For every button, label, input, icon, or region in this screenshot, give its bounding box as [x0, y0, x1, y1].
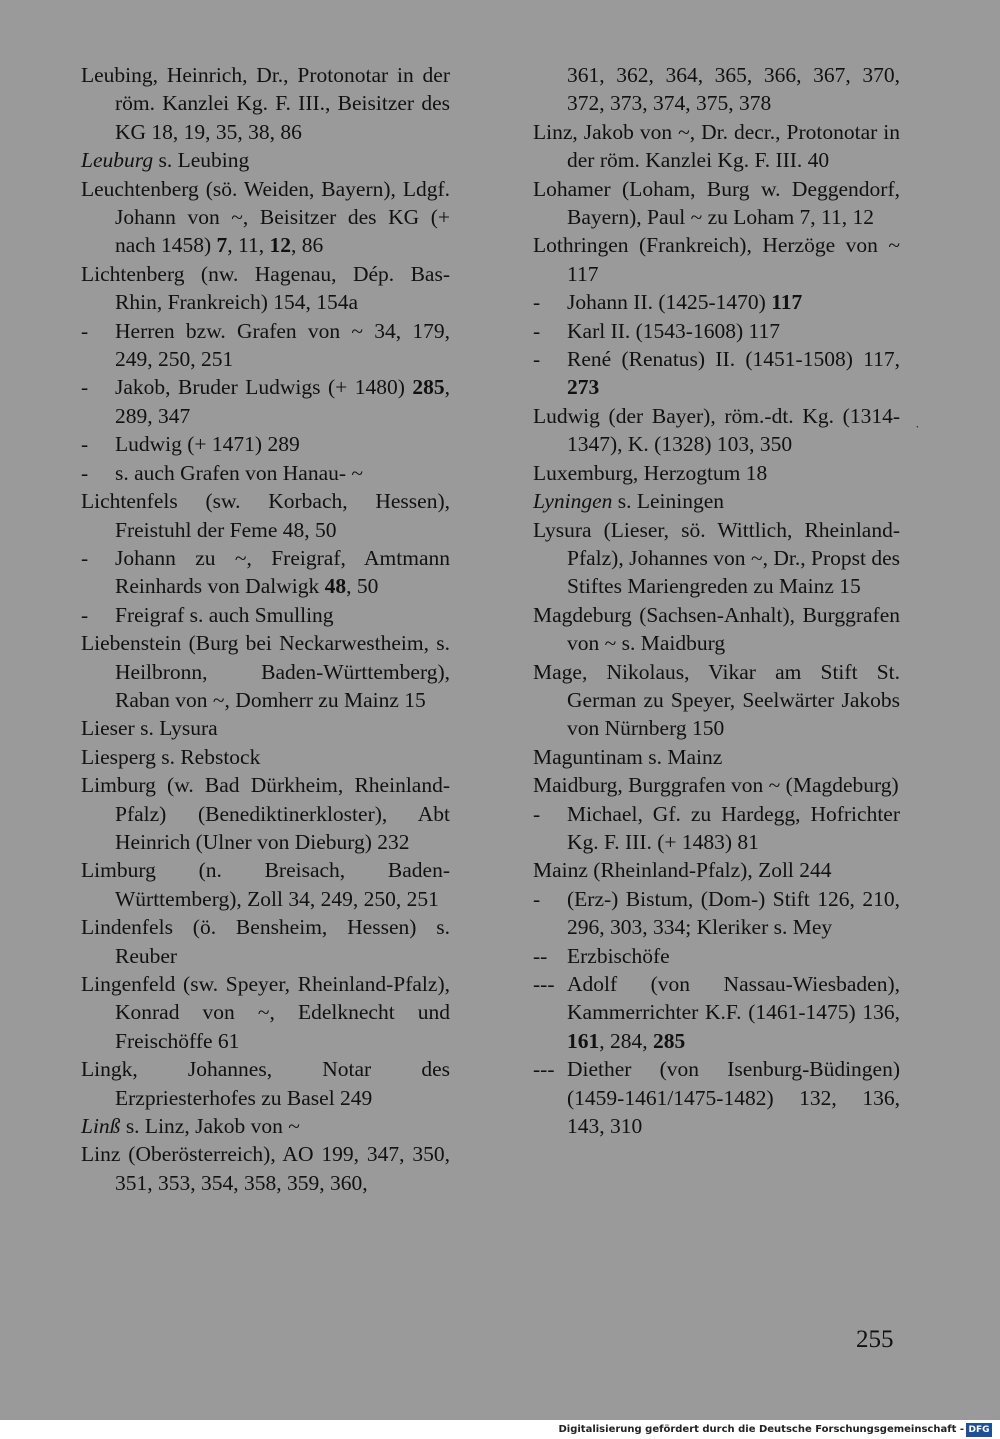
entry-text: Ludwig (der Bayer), röm.-dt. Kg. (1314-1347), K. (1328) 103, 350	[533, 403, 900, 457]
index-subentry	[533, 1055, 900, 1140]
entry-text: Lichtenfels (sw. Korbach, Hessen), Freistuhl der Feme 48, 50	[81, 489, 450, 542]
index-subentry	[81, 601, 450, 629]
entry-text: , 11,	[227, 233, 270, 258]
entry-text: Lindenfels (ö. Bensheim, Hessen) s. Reuber	[81, 915, 450, 968]
index-subentry	[533, 942, 900, 970]
index-entry	[533, 856, 900, 884]
entry-dash: -	[533, 318, 541, 343]
entry-text: s. auch Grafen von Hanau- ~	[115, 460, 364, 485]
entry-text: (Erz-) Bistum, (Dom-) Stift 126, 210, 296, 303, 334; Kleriker s. Mey	[567, 886, 900, 940]
entry-text: Mainz (Rheinland-Pfalz), Zoll 244	[533, 858, 832, 883]
index-entry	[81, 487, 450, 544]
index-entry	[81, 61, 450, 146]
entry-dash: -	[81, 318, 89, 343]
entry-text: Freigraf s. auch Smulling	[115, 602, 334, 627]
entry-text: Liesperg s. Rebstock	[81, 744, 261, 769]
index-entry	[81, 714, 450, 742]
entry-text: , 86	[290, 233, 324, 258]
entry-text: Lingk, Johannes, Notar des Erzpriesterhofes zu Basel 249	[81, 1057, 450, 1110]
index-subentry	[81, 544, 450, 601]
entry-text: Erzbischöfe	[567, 943, 670, 968]
index-entry	[533, 61, 900, 118]
entry-text: Magdeburg (Sachsen-Anhalt), Burggrafen von ~ s. Maidburg	[533, 602, 900, 656]
bold-page-ref: 7	[216, 233, 228, 258]
entry-text: 361, 362, 364, 365, 366, 367, 370, 372, 373, 374, 375, 378	[567, 63, 900, 116]
entry-text: Mage, Nikolaus, Vikar am Stift St. German zu Speyer, Seelwärter Jakobs von Nürnberg 150	[533, 659, 900, 741]
entry-text: Lysura (Lieser, sö. Wittlich, Rheinland-Pfalz), Johannes von ~, Dr., Propst des Stiftes Mariengreden zu Mainz 15	[533, 517, 900, 599]
entry-dash: -	[81, 375, 89, 400]
index-entry	[533, 487, 900, 515]
entry-dash: -	[533, 290, 541, 315]
entry-text: Limburg (w. Bad Dürkheim, Rheinland-Pfalz) (Benediktinerkloster), Abt Heinrich (Ulner von Dieburg) 232	[81, 773, 450, 854]
entry-text: Lichtenberg (nw. Hagenau, Dép. Bas-Rhin, Frankreich) 154, 154a	[81, 261, 450, 315]
entry-text: , 50	[346, 574, 379, 599]
entry-text: s. Leiningen	[612, 489, 725, 514]
index-entry	[81, 260, 450, 317]
entry-dash: -	[533, 801, 541, 826]
entry-text: s. Leubing	[153, 148, 250, 173]
entry-dash: -	[81, 432, 89, 457]
index-entry	[81, 629, 450, 714]
index-entry	[81, 146, 450, 174]
index-entry	[81, 913, 450, 970]
entry-text: Leubing, Heinrich, Dr., Protonotar in der röm. Kanzlei Kg. F. III., Beisitzer des KG 18, 19, 35, 38, 86	[81, 63, 450, 144]
entry-text: , 284,	[599, 1028, 653, 1053]
entry-text: Diether (von Isenburg-Büdingen) (1459-1461/1475-1482) 132, 136, 143, 310	[567, 1057, 900, 1139]
entry-dash: -	[81, 602, 89, 627]
entry-text: Liebenstein (Burg bei Neckarwestheim, s. Heilbronn, Baden-Württemberg), Raban von ~, Domherr zu Mainz 15	[81, 631, 450, 712]
index-subentry	[81, 459, 450, 487]
index-subentry	[533, 970, 900, 1055]
index-entry	[533, 601, 900, 658]
bold-page-ref: 285	[653, 1028, 686, 1053]
entry-text: Lohamer (Loham, Burg w. Deggendorf, Bayern), Paul ~ zu Loham 7, 11, 12	[533, 176, 900, 230]
index-entry	[81, 1140, 450, 1197]
entry-text: Johann II. (1425-1470)	[567, 290, 772, 315]
index-entry	[533, 658, 900, 743]
index-entry	[81, 970, 450, 1055]
entry-text: René (Renatus) II. (1451-1508) 117,	[567, 347, 900, 372]
entry-dash: ---	[533, 972, 555, 996]
index-entry	[81, 1112, 450, 1140]
index-subentry	[81, 373, 450, 430]
entry-text: Michael, Gf. zu Hardegg, Hofrichter Kg. F. III. (+ 1483) 81	[567, 801, 900, 854]
entry-dash: -	[533, 886, 541, 911]
italic-term: Linß	[81, 1114, 121, 1139]
entry-text: Leuchtenberg (sö. Weiden, Bayern), Ldgf. Johann von ~, Beisitzer des KG (+ nach 1458)	[81, 176, 450, 258]
index-subentry	[533, 800, 900, 857]
footer-credit: Digitalisierung gefördert durch die Deutsche Forschungsgemeinschaft -	[558, 1424, 964, 1435]
index-entry	[533, 231, 900, 288]
entry-dash: -	[81, 460, 89, 485]
page-number: 255	[856, 1326, 894, 1353]
entry-dash: -	[81, 545, 89, 570]
entry-text: Lingenfeld (sw. Speyer, Rheinland-Pfalz), Konrad von ~, Edelknecht und Freischöffe 61	[81, 972, 450, 1053]
index-entry	[533, 459, 900, 487]
index-entry	[533, 743, 900, 771]
entry-text: Linz, Jakob von ~, Dr. decr., Protonotar in der röm. Kanzlei Kg. F. III. 40	[533, 119, 900, 173]
entry-text: Luxemburg, Herzogtum 18	[533, 460, 768, 485]
entry-text: , 289, 347	[115, 375, 450, 428]
entry-text: Maidburg, Burggrafen von ~ (Magdeburg)	[533, 773, 899, 798]
index-entry	[533, 771, 900, 799]
entry-text: Karl II. (1543-1608) 117	[567, 318, 780, 343]
bold-page-ref: 48	[324, 574, 347, 599]
index-entry	[533, 516, 900, 601]
entry-text: Johann zu ~, Freigraf, Amtmann Reinhards von Dalwigk	[115, 545, 450, 599]
entry-text: Limburg (n. Breisach, Baden-Württemberg), Zoll 34, 249, 250, 251	[81, 858, 450, 911]
entry-text: Linz (Oberösterreich), AO 199, 347, 350, 351, 353, 354, 358, 359, 360,	[81, 1142, 450, 1195]
bold-page-ref: 12	[269, 233, 291, 258]
index-entry	[533, 118, 900, 175]
entry-text: Ludwig (+ 1471) 289	[115, 432, 300, 457]
index-subentry	[533, 885, 900, 942]
bold-page-ref: 117	[771, 290, 803, 315]
entry-text: Lothringen (Frankreich), Herzöge von ~ 117	[533, 233, 900, 286]
dfg-logo: DFG	[966, 1423, 992, 1437]
index-column-left	[81, 61, 450, 1197]
bold-page-ref: 285	[412, 375, 445, 400]
index-subentry	[81, 317, 450, 374]
italic-term: Lyningen	[533, 489, 613, 514]
index-column-right	[533, 61, 900, 1140]
italic-term: Leuburg	[81, 148, 154, 173]
entry-text: Adolf (von Nassau-Wiesbaden), Kammerrichter K.F. (1461-1475) 136,	[567, 972, 900, 1025]
entry-text: Lieser s. Lysura	[81, 716, 218, 741]
margin-mark: ˙	[915, 424, 920, 439]
entry-dash: -	[533, 347, 541, 372]
index-entry	[81, 1055, 450, 1112]
index-entry	[533, 175, 900, 232]
index-entry	[81, 771, 450, 856]
index-subentry	[533, 317, 900, 345]
index-entry	[81, 856, 450, 913]
bold-page-ref: 161	[567, 1028, 600, 1053]
index-subentry	[533, 288, 900, 316]
index-subentry	[533, 345, 900, 402]
entry-text: Jakob, Bruder Ludwigs (+ 1480)	[115, 375, 413, 400]
index-subentry	[81, 430, 450, 458]
bold-page-ref: 273	[567, 375, 600, 400]
entry-dash: ---	[533, 1057, 555, 1082]
index-entry	[81, 175, 450, 260]
entry-text: Maguntinam s. Mainz	[533, 744, 723, 769]
entry-text: s. Linz, Jakob von ~	[120, 1114, 300, 1139]
index-entry	[533, 402, 900, 459]
entry-text: Herren bzw. Grafen von ~ 34, 179, 249, 250, 251	[115, 318, 450, 372]
entry-dash: --	[533, 943, 548, 968]
index-entry	[81, 743, 450, 771]
